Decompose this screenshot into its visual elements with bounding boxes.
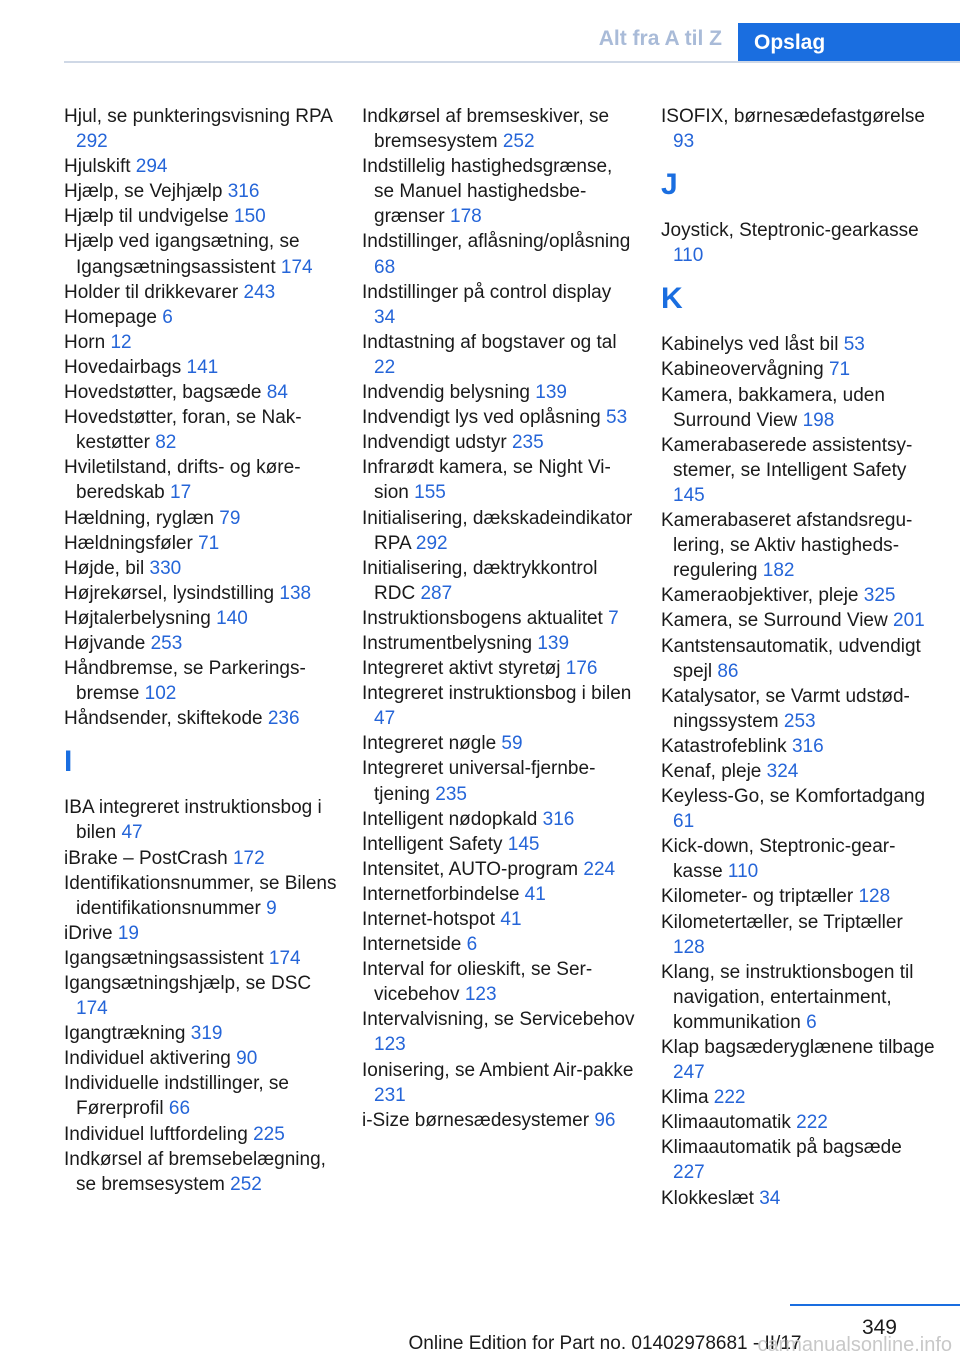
index-entry-term: Kamerabaseret afstandsregulering, se Aktiv hastighedsregulering: [661, 510, 913, 582]
index-entry-term: Intervalvisning, se Servicebehov: [362, 1009, 635, 1031]
index-entry: [64, 556, 339, 581]
index-entry-term: Igangsætningsassistent: [64, 947, 264, 969]
index-entry: [64, 1071, 339, 1121]
index-entry: [64, 330, 339, 355]
index-entry: [64, 179, 339, 204]
index-page-link[interactable]: 287: [420, 582, 453, 604]
index-entry: [661, 1035, 936, 1085]
index-entry-term: Integreret universal-fjernbetjening: [362, 758, 596, 805]
index-entry: [64, 280, 339, 305]
index-page-link[interactable]: 123: [374, 1034, 406, 1056]
index-entry-term: Klokkeslæt: [661, 1187, 754, 1209]
index-page-link[interactable]: 53: [843, 334, 865, 356]
index-page-link[interactable]: 227: [673, 1162, 705, 1184]
footer-divider: [790, 1304, 960, 1306]
index-entry-term: Kilometer- og triptæller: [661, 886, 854, 908]
index-page-link[interactable]: 6: [806, 1011, 817, 1033]
index-page-link[interactable]: 110: [727, 861, 759, 883]
index-entry-term: Kabineovervågning: [661, 359, 824, 381]
index-entry-term: Højvande: [64, 632, 146, 654]
index-entry-term: Klima: [661, 1087, 709, 1109]
index-column-3: [661, 104, 936, 1211]
index-page-link[interactable]: 138: [279, 582, 312, 604]
index-entry-term: Integreret instruktionsbog i bilen: [362, 683, 632, 705]
index-entry: [362, 957, 637, 1007]
index-entry: [362, 154, 637, 229]
header-tab: [738, 23, 960, 63]
index-entry: [661, 910, 936, 960]
index-entry-term: Indvendigt udstyr: [362, 432, 507, 454]
index-entry-term: Keyless-Go, se Komfortadgang: [661, 786, 926, 808]
index-entry-term: Klimaautomatik på bagsæde: [661, 1137, 902, 1159]
index-entry: [362, 1007, 637, 1057]
index-page-link[interactable]: 294: [135, 156, 168, 178]
index-entry-term: Internetforbindelse: [362, 883, 520, 905]
index-page-link[interactable]: 93: [673, 131, 695, 153]
index-entry: [362, 455, 637, 505]
index-page-link[interactable]: 19: [117, 922, 139, 944]
index-page-link[interactable]: 96: [594, 1109, 616, 1131]
index-entry: [64, 656, 339, 706]
index-entry-term: Hovedstøtter, foran, se Nakkestøtter: [64, 407, 302, 454]
index-page-link[interactable]: 22: [374, 356, 396, 378]
index-entry-term: Intensitet, AUTO-program: [362, 858, 579, 880]
index-column-1: [64, 104, 339, 1197]
index-page-link[interactable]: 253: [150, 632, 183, 654]
index-entry: [661, 834, 936, 884]
index-entry: [661, 960, 936, 1035]
index-entry: [64, 204, 339, 229]
edition-text: Online Edition for Part no. 01402978681 - II/17: [408, 1333, 802, 1354]
index-entry-term: ISOFIX, børnesædefastgørelse: [661, 106, 925, 127]
index-page-link[interactable]: 141: [186, 356, 219, 378]
index-page-link[interactable]: 34: [759, 1187, 781, 1209]
index-entry: [661, 684, 936, 734]
index-page-link[interactable]: 224: [583, 858, 616, 880]
index-page-link[interactable]: 174: [268, 947, 301, 969]
index-page-link[interactable]: 324: [766, 760, 799, 782]
index-entry: [64, 154, 339, 179]
index-page-link[interactable]: 34: [374, 306, 396, 328]
index-page-link[interactable]: 102: [144, 683, 177, 705]
index-entry: [362, 556, 637, 606]
index-entry-term: Identifikationsnummer, se Bilens identifikationsnummer: [64, 872, 337, 919]
index-entry-term: Internet-hotspot: [362, 909, 496, 930]
index-entry: [64, 971, 339, 1021]
index-entry-term: i-Size børnesædesystemer: [362, 1109, 590, 1131]
index-letter-heading: I: [64, 745, 73, 779]
index-entry-term: Hældningsføler: [64, 532, 193, 554]
index-page-link[interactable]: 316: [542, 808, 575, 830]
index-page-link[interactable]: 316: [791, 735, 824, 757]
index-entry-term: Instruktionsbogens aktualitet: [362, 607, 603, 629]
index-entry-term: Intelligent Safety: [362, 833, 503, 855]
index-entry: [362, 832, 637, 857]
index-page-link[interactable]: 59: [501, 733, 523, 755]
index-page-link[interactable]: 84: [266, 382, 288, 404]
index-entry-term: Infrarødt kamera, se Night Vision: [362, 457, 611, 504]
header-divider: [64, 61, 960, 63]
index-entry: [64, 795, 339, 845]
index-entry-term: Intelligent nødopkald: [362, 808, 538, 830]
index-entry: [661, 884, 936, 909]
index-entry-term: Kameraobjektiver, pleje: [661, 585, 859, 607]
index-entry: [64, 405, 339, 455]
index-entry-term: Indkørsel af bremseskiver, se bremsesystem: [362, 106, 610, 153]
index-entry-term: Hovedairbags: [64, 356, 182, 378]
index-entry: [362, 430, 637, 455]
index-page-link[interactable]: 139: [537, 632, 570, 654]
index-entry-term: Klap bagsæderyglænene tilbage: [661, 1037, 935, 1058]
index-entry-term: Håndsender, skiftekode: [64, 708, 263, 730]
index-entry: [661, 357, 936, 382]
index-page-link[interactable]: 176: [565, 658, 598, 680]
index-page-link[interactable]: 253: [783, 710, 816, 732]
index-entry-term: Homepage: [64, 306, 157, 328]
index-entry-term: Kantstensautomatik, udvendigt spejl: [661, 635, 921, 682]
index-entry: [661, 734, 936, 759]
index-page-link[interactable]: 174: [280, 256, 313, 278]
index-entry: [661, 583, 936, 608]
index-page-link[interactable]: 292: [415, 532, 448, 554]
index-page-link[interactable]: 155: [414, 482, 446, 504]
index-entry: [362, 631, 637, 656]
index-page-link[interactable]: 145: [507, 833, 540, 855]
index-page-link[interactable]: 235: [435, 783, 467, 805]
index-entry: [362, 280, 637, 330]
index-entry-term: Katalysator, se Varmt udstødningssystem: [661, 685, 910, 732]
index-entry: [661, 104, 936, 154]
index-entry: [64, 946, 339, 971]
index-page-link[interactable]: 178: [450, 206, 482, 228]
index-entry-term: IBA integreret instruktionsbog i bilen: [64, 797, 322, 844]
index-entry: [661, 218, 936, 268]
index-entry: [64, 871, 339, 921]
index-entry-term: Joystick, Steptronic-gearkasse: [661, 220, 919, 242]
index-entry: [362, 756, 637, 806]
index-entry: [661, 759, 936, 784]
index-entry: [661, 332, 936, 357]
index-entry-term: Højde, bil: [64, 557, 145, 579]
index-entry: [64, 229, 339, 279]
index-page-link[interactable]: 128: [858, 886, 891, 908]
index-entry: [362, 330, 637, 380]
index-page-link[interactable]: 252: [230, 1173, 262, 1195]
index-entry: [661, 1110, 936, 1135]
index-entry: [64, 305, 339, 330]
index-page-link[interactable]: 110: [673, 245, 704, 267]
index-entry: [64, 606, 339, 631]
index-entry-term: Hjælp til undvigelse: [64, 206, 229, 228]
index-entry-term: Klimaautomatik: [661, 1112, 791, 1134]
index-entry-term: Indstillinger på control display: [362, 281, 612, 303]
index-entry-term: Indstillelig hastighedsgrænse, se Manuel hastighedsbegrænser: [362, 156, 613, 228]
index-page-link[interactable]: 41: [500, 909, 522, 930]
index-page-link[interactable]: 325: [863, 585, 896, 607]
index-entry: [64, 1046, 339, 1071]
index-page-link[interactable]: 174: [76, 998, 108, 1020]
index-page-link[interactable]: 231: [374, 1084, 406, 1106]
index-entry: [64, 1147, 339, 1197]
index-entry: [661, 433, 936, 508]
index-page-link[interactable]: 12: [110, 331, 132, 353]
index-entry: [661, 508, 936, 583]
index-page-link[interactable]: 7: [608, 607, 619, 629]
index-entry-term: Hviletilstand, drifts- og køreberedskab: [64, 457, 301, 504]
index-entry-term: Instrumentbelysning: [362, 632, 533, 654]
index-page-link[interactable]: 172: [232, 847, 265, 869]
index-page-link[interactable]: 123: [464, 984, 497, 1006]
page-number: 349: [861, 1316, 897, 1339]
index-page-link[interactable]: 6: [466, 934, 478, 956]
index-entry-term: Hjælp ved igangsætning, se Igangsætningsassistent: [64, 231, 300, 278]
index-entry-term: Igangsætningshjælp, se DSC: [64, 973, 312, 994]
index-page-link[interactable]: 198: [802, 409, 835, 431]
index-entry-term: Højtalerbelysning: [64, 607, 211, 629]
index-entry: [362, 907, 637, 932]
index-entry: [362, 1058, 637, 1108]
index-entry: [64, 1122, 339, 1147]
index-entry-term: Ionisering, se Ambient Air-pakke: [362, 1059, 634, 1081]
index-entry-term: Hovedstøtter, bagsæde: [64, 382, 262, 404]
index-entry-term: iBrake – PostCrash: [64, 847, 228, 869]
index-entry-term: Kamerabaserede assistentsystemer, se Intelligent Safety: [661, 434, 913, 481]
index-entry-term: Højrekørsel, lysindstilling: [64, 582, 275, 604]
index-entry: [362, 405, 637, 430]
index-entry: [64, 706, 339, 731]
index-entry: [64, 846, 339, 871]
index-page-link[interactable]: 9: [266, 897, 277, 919]
index-page-link[interactable]: 47: [374, 708, 396, 730]
index-entry-term: Indvendigt lys ved oplåsning: [362, 407, 601, 429]
index-entry-term: Individuelle indstillinger, se Førerprofil: [64, 1073, 289, 1120]
index-entry: [64, 921, 339, 946]
index-entry-term: Kamera, bakkamera, uden Surround View: [661, 384, 885, 431]
index-page-link[interactable]: 86: [717, 660, 739, 682]
index-page-link[interactable]: 6: [162, 306, 173, 328]
index-entry-term: Interval for olieskift, se Servicebehov: [362, 959, 593, 1006]
index-page-link[interactable]: 252: [502, 131, 535, 153]
index-page-link[interactable]: 66: [168, 1098, 191, 1120]
index-entry-term: Horn: [64, 331, 106, 353]
index-entry-term: Initialisering, dæktrykkontrol RDC: [362, 557, 598, 604]
index-entry-term: Kenaf, pleje: [661, 760, 762, 782]
index-entry: [64, 581, 339, 606]
index-page-link[interactable]: 292: [76, 131, 108, 153]
index-entry-term: Internetside: [362, 934, 462, 956]
index-entry: [362, 380, 637, 405]
index-page-link[interactable]: 53: [606, 407, 628, 429]
index-entry: [661, 1085, 936, 1110]
index-page-link[interactable]: 222: [796, 1112, 828, 1134]
index-entry: [362, 229, 637, 279]
index-entry: [362, 857, 637, 882]
index-entry: [64, 104, 339, 154]
index-entry-term: Indtastning af bogstaver og tal: [362, 331, 617, 353]
index-entry: [362, 1108, 637, 1133]
index-page-link[interactable]: 140: [216, 607, 248, 629]
index-entry-term: Individuel luftfordeling: [64, 1123, 248, 1145]
index-entry-term: Katastrofeblink: [661, 735, 787, 757]
index-entry: [362, 882, 637, 907]
index-page-link[interactable]: 201: [893, 610, 925, 632]
index-entry-term: Integreret aktivt styretøj: [362, 658, 561, 680]
index-entry-term: Igangtrækning: [64, 1023, 186, 1045]
index-page-link[interactable]: 128: [673, 936, 705, 958]
index-page-link[interactable]: 82: [155, 432, 177, 454]
index-entry-term: Integreret nøgle: [362, 733, 497, 755]
index-page-link[interactable]: 150: [234, 206, 266, 228]
index-entry-term: Hjælp, se Vejhjælp: [64, 181, 223, 203]
index-entry: [362, 932, 637, 957]
index-page-link[interactable]: 90: [236, 1048, 258, 1070]
index-entry-term: Individuel aktivering: [64, 1048, 231, 1070]
index-entry-term: Kamera, se Surround View: [661, 610, 888, 632]
index-entry: [362, 656, 637, 681]
index-entry-term: Klang, se instruktionsbogen til navigation, entertainment, kommunikation: [661, 961, 914, 1033]
index-entry: [362, 731, 637, 756]
index-entry-term: Indkørsel af bremsebelægning, se bremsesystem: [64, 1148, 326, 1195]
index-entry: [362, 807, 637, 832]
index-entry: [661, 1135, 936, 1185]
index-entry-term: Kilometertæller, se Triptæller: [661, 911, 903, 933]
index-entry: [64, 380, 339, 405]
header-tab-label: Opslag: [754, 31, 826, 54]
index-entry: [661, 784, 936, 834]
index-page-link[interactable]: 79: [219, 507, 241, 529]
index-page-link[interactable]: 247: [673, 1062, 705, 1084]
index-entry: [362, 681, 637, 731]
index-entry: [64, 455, 339, 505]
index-entry: [661, 608, 936, 633]
index-page-link[interactable]: 61: [673, 811, 695, 833]
index-entry-term: Holder til drikkevarer: [64, 281, 239, 303]
index-page-link[interactable]: 17: [170, 482, 192, 504]
index-page-link[interactable]: 235: [511, 432, 544, 454]
index-entry: [64, 1021, 339, 1046]
index-entry-term: Indvendig belysning: [362, 382, 530, 404]
index-entry: [64, 531, 339, 556]
index-page-link[interactable]: 71: [198, 532, 220, 554]
index-entry: [64, 631, 339, 656]
index-entry-term: Håndbremse, se Parkeringsbremse: [64, 658, 306, 705]
index-entry-term: Initialisering, dækskadeindikator RPA: [362, 507, 633, 554]
index-page-link[interactable]: 222: [713, 1087, 746, 1109]
index-page-link[interactable]: 145: [673, 484, 705, 506]
index-page-link[interactable]: 41: [524, 883, 546, 905]
index-page-link[interactable]: 319: [190, 1023, 223, 1045]
index-entry: [661, 1186, 936, 1211]
index-page-link[interactable]: 71: [828, 359, 851, 381]
index-entry-term: Hjul, se punkteringsvisning RPA: [64, 106, 332, 127]
watermark: carmanualsonline.info: [757, 1334, 952, 1356]
index-entry-term: Hældning, ryglæn: [64, 507, 214, 529]
index-entry-term: Kabinelys ved låst bil: [661, 334, 839, 356]
index-entry-term: Hjulskift: [64, 156, 131, 178]
header-section-title: Alt fra A til Z: [598, 27, 722, 50]
index-page-link[interactable]: 139: [535, 382, 567, 404]
index-entry: [64, 506, 339, 531]
index-page-link[interactable]: 236: [267, 708, 300, 730]
index-page-link[interactable]: 243: [243, 281, 276, 303]
index-column-2: [362, 104, 637, 1133]
index-entry: [661, 634, 936, 684]
index-entry: [362, 104, 637, 154]
index-page-link[interactable]: 316: [227, 181, 260, 203]
index-page-link[interactable]: 68: [374, 256, 396, 278]
index-entry: [661, 383, 936, 433]
index-entry-term: Kick-down, Steptronic-gearkasse: [661, 836, 896, 883]
index-page-link[interactable]: 225: [253, 1123, 285, 1145]
index-entry: [362, 606, 637, 631]
index-entry-term: iDrive: [64, 922, 113, 944]
index-page-link[interactable]: 330: [149, 557, 182, 579]
index-entry: [362, 506, 637, 556]
index-page-link[interactable]: 47: [121, 822, 143, 844]
index-letter-heading: J: [661, 168, 678, 202]
index-entry: [64, 355, 339, 380]
index-letter-heading: K: [661, 282, 683, 316]
index-entry-term: Indstillinger, aflåsning/oplåsning: [362, 231, 631, 253]
index-page-link[interactable]: 182: [762, 560, 795, 582]
